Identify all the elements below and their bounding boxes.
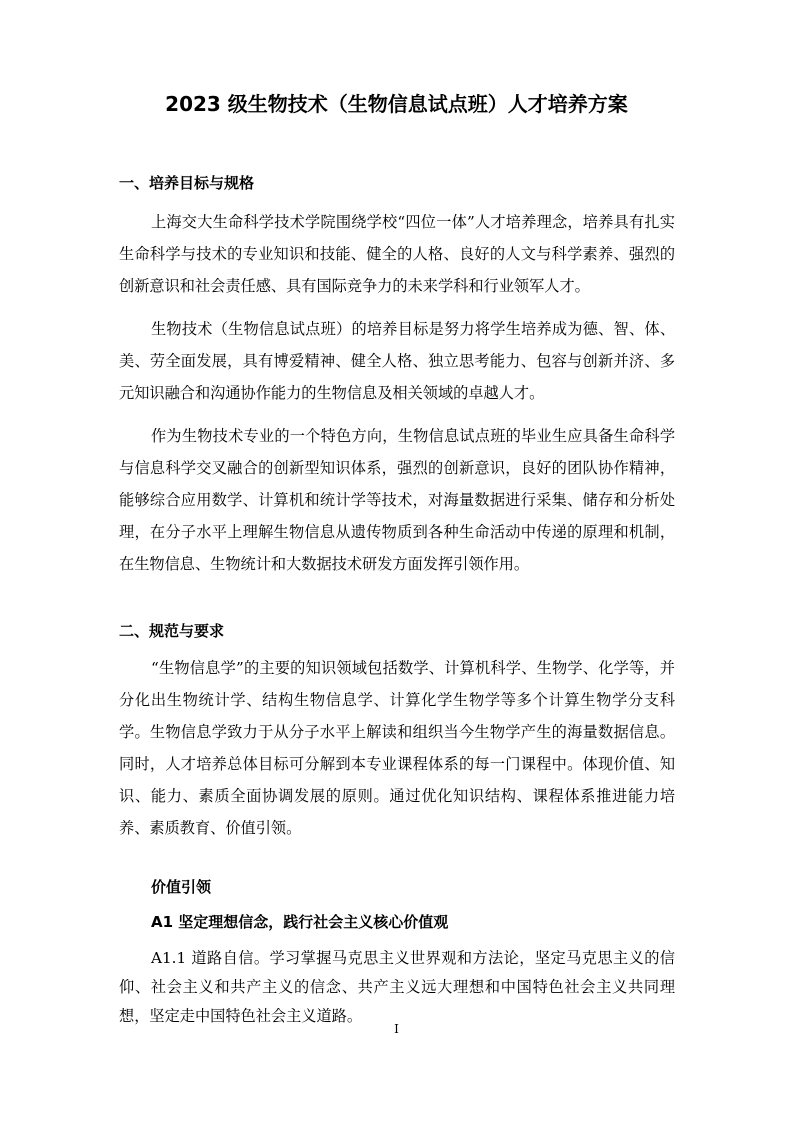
- value-guidance-heading: 价值引领: [151, 878, 212, 896]
- section1-heading: 一、培养目标与规格: [119, 174, 255, 192]
- document-title: 2023 级生物技术（生物信息试点班）人才培养方案: [165, 92, 628, 116]
- section1-paragraph-3: 作为生物技术专业的一个特色方向，生物信息试点班的毕业生应具备生命科学与信息科学交叉融合的创新型知识体系，强烈的创新意识，良好的团队协作精神，能够综合应用数学、计算机和统计学等技术，对海量数据进行采集、储存和分析处理，在分子水平上理解生物信息从遗传物质到各种生命活动中传递的原理和机制，在生物信息、生物统计和大数据技术研发方面发挥引领作用。: [119, 427, 675, 573]
- section2-heading: 二、规范与要求: [119, 622, 225, 640]
- section1-paragraph-2: 生物技术（生物信息试点班）的培养目标是努力将学生培养成为德、智、体、美、劳全面发展，具有博爱精神、健全人格、独立思考能力、包容与创新并济、多元知识融合和沟通协作能力的生物信息及相关领域的卓越人才。: [119, 320, 675, 402]
- section2-paragraph: “生物信息学”的主要的知识领域包括数学、计算机科学、生物学、化学等，并分化出生物统计学、结构生物信息学、计算化学生物学等多个计算生物学分支科学。生物信息学致力于从分子水平上解读和组织当今生物学产生的海量数据信息。同时，人才培养总体目标可分解到本专业课程体系的每一门课程中。体现价值、知识、能力、素质全面协调发展的原则。通过优化知识结构、课程体系推进能力培养、素质教育、价值引领。: [119, 659, 675, 837]
- a1-1-paragraph: A1.1 道路自信。学习掌握马克思主义世界观和方法论，坚定马克思主义的信仰、社会主义和共产主义的信念、共产主义远大理想和中国特色社会主义共同理想，坚定走中国特色社会主义道路。: [119, 949, 675, 1025]
- section1-paragraph-1: 上海交大生命科学技术学院围绕学校“四位一体”人才培养理念，培养具有扎实生命科学与技术的专业知识和技能、健全的人格、良好的人文与科学素养、强烈的创新意识和社会责任感、具有国际竞争力的未来学科和行业领军人才。: [119, 213, 675, 295]
- a1-heading: A1 坚定理想信念，践行社会主义核心价值观: [151, 913, 449, 931]
- page-number: I: [394, 1022, 399, 1036]
